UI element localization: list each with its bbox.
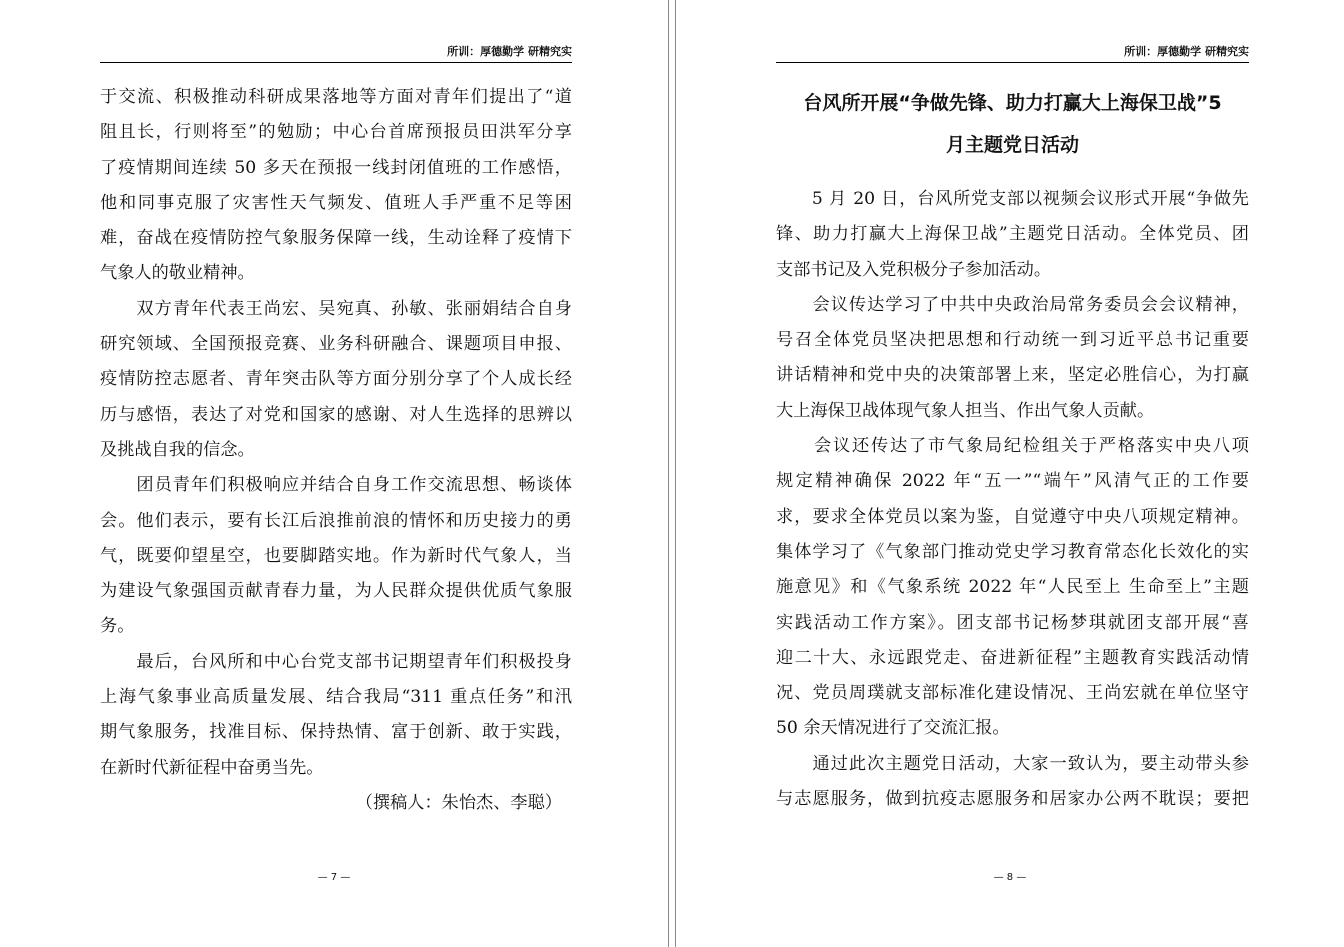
text-line: 于交流、积极推动科研成果落地等方面对青年们提出了“道 <box>100 87 572 107</box>
text-line: 在新时代新征程中奋勇当先。 <box>100 757 324 778</box>
page-divider <box>668 0 676 947</box>
text-line: 研究领域、全国预报竞赛、业务科研融合、课题项目申报、 <box>100 334 572 355</box>
page-header-motto: 所训：厚德勤学 研精究实 <box>776 44 1249 63</box>
page-number: — 7 — <box>317 872 351 883</box>
page-header-motto: 所训：厚德勤学 研精究实 <box>100 44 572 63</box>
text-line: 集体学习了《气象部门推动党史学习教育常态化长效化的实 <box>776 541 1249 562</box>
text-line: 难，奋战在疫情防控气象服务保障一线，生动诠释了疫情下 <box>100 228 572 249</box>
text-line: 会。他们表示，要有长江后浪推前浪的情怀和历史接力的勇 <box>100 510 572 531</box>
text-line: 规定精神确保 2022 年“五一”“端午”风清气正的工作要 <box>776 471 1249 492</box>
text-line: 期气象服务，找准目标、保持热情、富于创新、敢于实践， <box>100 722 572 743</box>
left-page <box>0 0 668 947</box>
text-line: 了疫情期间连续 50 多天在预报一线封闭值班的工作感悟， <box>100 157 572 178</box>
text-line: 他和同事克服了灾害性天气频发、值班人手严重不足等困 <box>100 192 572 213</box>
text-line: 历与感悟，表达了对党和国家的感谢、对人生选择的思辨以 <box>100 404 572 425</box>
text-line: 及挑战自我的信念。 <box>100 439 255 460</box>
text-line: 迎二十大、永远跟党走、奋进新征程”主题教育实践活动情 <box>776 647 1249 668</box>
text-line: 疫情防控志愿者、青年突击队等方面分别分享了个人成长经 <box>100 369 572 390</box>
text-line: 支部书记及入党积极分子参加活动。 <box>776 259 1052 280</box>
text-line: 号召全体党员坚决把思想和行动统一到习近平总书记重要 <box>776 330 1249 351</box>
text-line: 为建设气象强国贡献青春力量，为人民群众提供优质气象服 <box>100 581 572 602</box>
title-line: 台风所开展“争做先锋、助力打赢大上海保卫战”5 <box>803 92 1222 114</box>
text-line: 施意见》和《气象系统 2022 年“人民至上 生命至上”主题 <box>776 577 1249 598</box>
left-page-body <box>100 80 572 821</box>
right-page <box>676 0 1344 947</box>
article-title <box>776 82 1249 166</box>
right-page-body <box>776 182 1249 817</box>
text-line: 与志愿服务，做到抗疫志愿服务和居家办公两不耽误；要把 <box>776 789 1249 810</box>
text-line: 5 月 20 日，台风所党支部以视频会议形式开展“争做先 <box>776 189 1249 209</box>
text-line: 况、党员周璞就支部标准化建设情况、王尚宏就在单位坚守 <box>776 683 1249 704</box>
text-line: 气，既要仰望星空，也要脚踏实地。作为新时代气象人，当 <box>100 545 572 566</box>
text-line: 50 余天情况进行了交流汇报。 <box>776 718 1010 739</box>
text-line: 最后，台风所和中心台党支部书记期望青年们积极投身 <box>100 651 572 672</box>
text-line: 讲话精神和党中央的决策部署上来，坚定必胜信心，为打赢 <box>776 365 1249 386</box>
text-line: 务。 <box>100 616 135 637</box>
text-line: 会议传达学习了中共中央政治局常务委员会会议精神， <box>776 294 1249 315</box>
text-line: 团员青年们积极响应并结合自身工作交流思想、畅谈体 <box>100 475 572 496</box>
text-line: 锋、助力打赢大上海保卫战”主题党日活动。全体党员、团 <box>776 224 1249 245</box>
text-line: 会议还传达了市气象局纪检组关于严格落实中央八项 <box>776 436 1249 457</box>
byline: （撰稿人：朱怡杰、李聪） <box>355 792 562 813</box>
text-line: 通过此次主题党日活动，大家一致认为，要主动带头参 <box>776 753 1249 774</box>
title-line: 月主题党日活动 <box>945 134 1079 156</box>
text-line: 阻且长，行则将至”的勉励；中心台首席预报员田洪军分享 <box>100 122 572 143</box>
text-line: 双方青年代表王尚宏、吴宛真、孙敏、张丽娟结合自身 <box>100 298 572 319</box>
text-line: 气象人的敬业精神。 <box>100 263 255 284</box>
text-line: 实践活动工作方案》。团支部书记杨梦琪就团支部开展“喜 <box>776 612 1249 633</box>
text-line: 求，要求全体党员以案为鉴，自觉遵守中央八项规定精神。 <box>776 506 1249 527</box>
page-number: — 8 — <box>993 872 1027 883</box>
text-line: 大上海保卫战体现气象人担当、作出气象人贡献。 <box>776 400 1155 421</box>
text-line: 上海气象事业高质量发展、结合我局“311 重点任务”和汛 <box>100 687 572 708</box>
